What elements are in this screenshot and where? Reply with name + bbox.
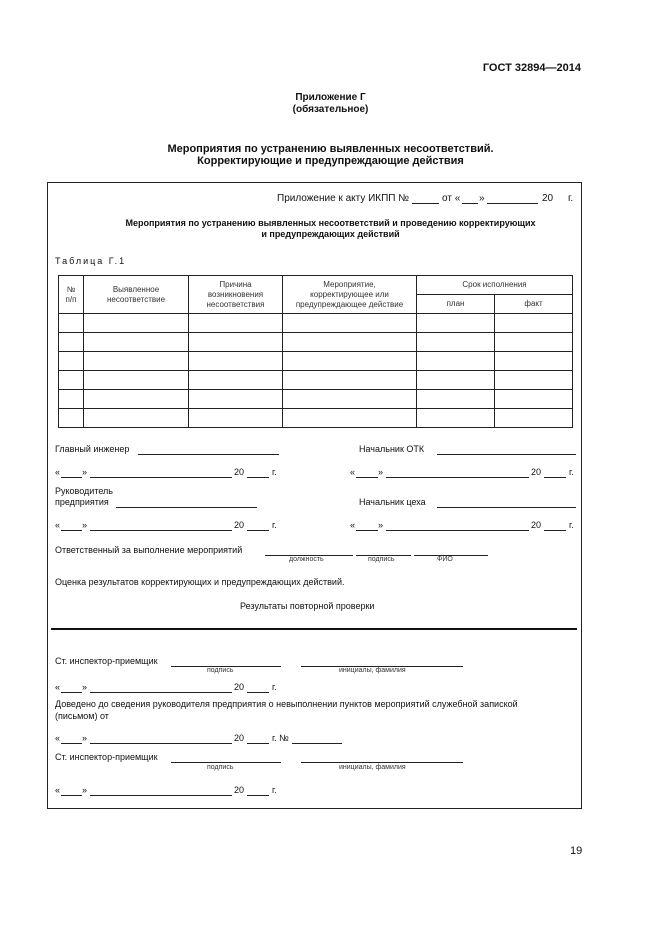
date2-day-field[interactable] [356,477,378,478]
inspector2-caption-initials: инициалы, фамилия [339,764,406,771]
table-cell[interactable] [417,333,495,352]
table-cell[interactable] [59,371,84,390]
table-cell[interactable] [189,333,283,352]
date7-month-field[interactable] [90,795,232,796]
date7-day-field[interactable] [61,795,82,796]
header-fact: факт [495,295,573,314]
table-cell[interactable] [417,409,495,428]
inspector1-label: Ст. инспектор-приемщик [55,656,158,666]
inspector1-caption-initials: инициалы, фамилия [339,667,406,674]
table-row [59,352,573,371]
recheck-title: Результаты повторной проверки [240,601,375,611]
table-row [59,390,573,409]
act-ref-quote-close: » [479,193,485,204]
date3-day-field[interactable] [61,530,82,531]
otk-head-field[interactable] [437,454,576,455]
enterprise-head-field[interactable] [116,507,257,508]
form-subtitle-line2: и предупреждающих действий [261,229,400,239]
table-cell[interactable] [84,352,189,371]
page-number: 19 [570,845,583,857]
shop-head-field[interactable] [437,507,576,508]
section-divider [51,628,577,630]
date3-quote-close: » [82,520,88,530]
table-cell[interactable] [495,352,573,371]
date7-year-field[interactable] [247,795,269,796]
inspector1-caption-sign: подпись [207,667,234,674]
standard-code: ГОСТ 32894—2014 [482,62,581,74]
caption-signature: подпись [368,556,395,563]
date4-day-field[interactable] [356,530,378,531]
enterprise-head-label-line1: Руководитель [55,486,113,496]
act-year-suffix: г. [568,193,574,204]
form-subtitle-line1: Мероприятия по устранению выявленных несоответствий и проведению корректирующих [125,218,536,228]
date3-year-field[interactable] [247,530,269,531]
act-year-prefix: 20 [542,193,554,204]
header-measure: Мероприятие, корректирующее или предупреждающее действие [283,276,417,314]
table-cell[interactable] [283,371,417,390]
table-row [59,409,573,428]
date6-year-field[interactable] [247,743,269,744]
date4-quote-close: » [378,520,384,530]
table-cell[interactable] [189,390,283,409]
table-cell[interactable] [84,409,189,428]
act-ref-prefix: Приложение к акту ИКПП № [277,193,409,204]
date4-year-suffix: г. [569,520,574,530]
inspector2-caption-sign: подпись [207,764,234,771]
date3-year-prefix: 20 [234,520,245,530]
table-row [59,333,573,352]
date7-year-suffix: г. [272,785,277,795]
date2-month-field[interactable] [386,477,529,478]
date1-day-field[interactable] [61,477,82,478]
shop-head-label: Начальник цеха [359,497,426,507]
table-cell[interactable] [495,333,573,352]
table-cell[interactable] [283,409,417,428]
header-nonconformity: Выявленное несоответствие [84,276,189,314]
measures-table [58,275,573,428]
date6-day-field[interactable] [61,743,82,744]
evaluation-text: Оценка результатов корректирующих и предупреждающих действий. [55,577,345,587]
date1-quote-open: « [55,467,61,477]
brought-text-line1: Доведено до сведения руководителя предприятия о невыполнении пунктов мероприятий служебной запиской [55,699,518,709]
caption-position: должность [289,556,324,563]
act-day-field[interactable] [462,203,478,204]
date7-year-prefix: 20 [234,785,245,795]
table-cell[interactable] [84,333,189,352]
date5-quote-close: » [82,682,88,692]
table-cell[interactable] [189,352,283,371]
inspector2-label: Ст. инспектор-приемщик [55,752,158,762]
header-cause: Причина возникновения несоответствия [189,276,283,314]
table-cell[interactable] [417,352,495,371]
table-row [59,314,573,333]
chief-engineer-label: Главный инженер [55,444,130,454]
date1-year-suffix: г. [272,467,277,477]
date1-year-prefix: 20 [234,467,245,477]
appendix-status: (обязательное) [292,104,369,115]
date3-quote-open: « [55,520,61,530]
table-cell[interactable] [189,314,283,333]
table-cell[interactable] [189,371,283,390]
table-cell[interactable] [283,390,417,409]
date4-year-field[interactable] [544,530,566,531]
date6-quote-open: « [55,733,61,743]
date7-quote-close: » [82,785,88,795]
memo-number-field[interactable] [292,743,342,744]
date6-quote-close: » [82,733,88,743]
table-cell[interactable] [59,390,84,409]
date6-month-field[interactable] [90,743,232,744]
table-cell[interactable] [495,314,573,333]
date4-year-prefix: 20 [531,520,542,530]
chief-engineer-field[interactable] [138,454,279,455]
caption-name: ФИО [437,556,453,563]
date2-year-suffix: г. [569,467,574,477]
otk-head-label: Начальник ОТК [359,444,425,454]
table-cell[interactable] [417,314,495,333]
main-title-line1: Мероприятия по устранению выявленных несоответствий. [167,143,494,155]
inspector2-name-field[interactable] [301,762,463,763]
date1-month-field[interactable] [90,477,232,478]
date4-month-field[interactable] [386,530,529,531]
table-cell[interactable] [495,409,573,428]
table-cell[interactable] [59,314,84,333]
table-cell[interactable] [84,390,189,409]
date5-year-suffix: г. [272,682,277,692]
main-title-line2: Корректирующие и предупреждающие действия [197,155,464,167]
table-cell[interactable] [283,314,417,333]
table-caption: Таблица Г.1 [55,256,127,266]
enterprise-head-label-line2: предприятия [55,497,109,507]
act-month-field[interactable] [487,203,538,204]
table-cell[interactable] [84,371,189,390]
number-sign: г. № [272,733,289,743]
date5-quote-open: « [55,682,61,692]
table-row [59,371,573,390]
date1-year-field[interactable] [247,477,269,478]
header-plan: план [417,295,495,314]
responsible-label: Ответственный за выполнение мероприятий [55,545,243,555]
date5-year-prefix: 20 [234,682,245,692]
table-cell[interactable] [59,333,84,352]
table-cell[interactable] [84,314,189,333]
date3-year-suffix: г. [272,520,277,530]
table-cell[interactable] [59,352,84,371]
date5-year-field[interactable] [247,692,269,693]
date1-quote-close: » [82,467,88,477]
date3-month-field[interactable] [90,530,232,531]
table-cell[interactable] [417,390,495,409]
inspector2-signature-field[interactable] [171,762,281,763]
date2-quote-close: » [378,467,384,477]
brought-text-line2: (письмом) от [55,711,109,721]
date2-year-field[interactable] [544,477,566,478]
table-cell[interactable] [417,371,495,390]
act-number-field[interactable] [412,203,439,204]
table-cell[interactable] [283,352,417,371]
table-cell[interactable] [189,409,283,428]
header-num: № п/п [59,276,84,314]
date7-quote-open: « [55,785,61,795]
act-ref-ot: от « [442,193,461,204]
table-cell[interactable] [495,390,573,409]
table-cell[interactable] [495,371,573,390]
appendix-title: Приложение Г [295,92,366,103]
date2-year-prefix: 20 [531,467,542,477]
date2-quote-open: « [350,467,356,477]
date5-day-field[interactable] [61,692,82,693]
table-cell[interactable] [59,409,84,428]
date5-month-field[interactable] [90,692,232,693]
date6-year-prefix: 20 [234,733,245,743]
header-deadline: Срок исполнения [417,276,573,295]
date4-quote-open: « [350,520,356,530]
table-cell[interactable] [283,333,417,352]
